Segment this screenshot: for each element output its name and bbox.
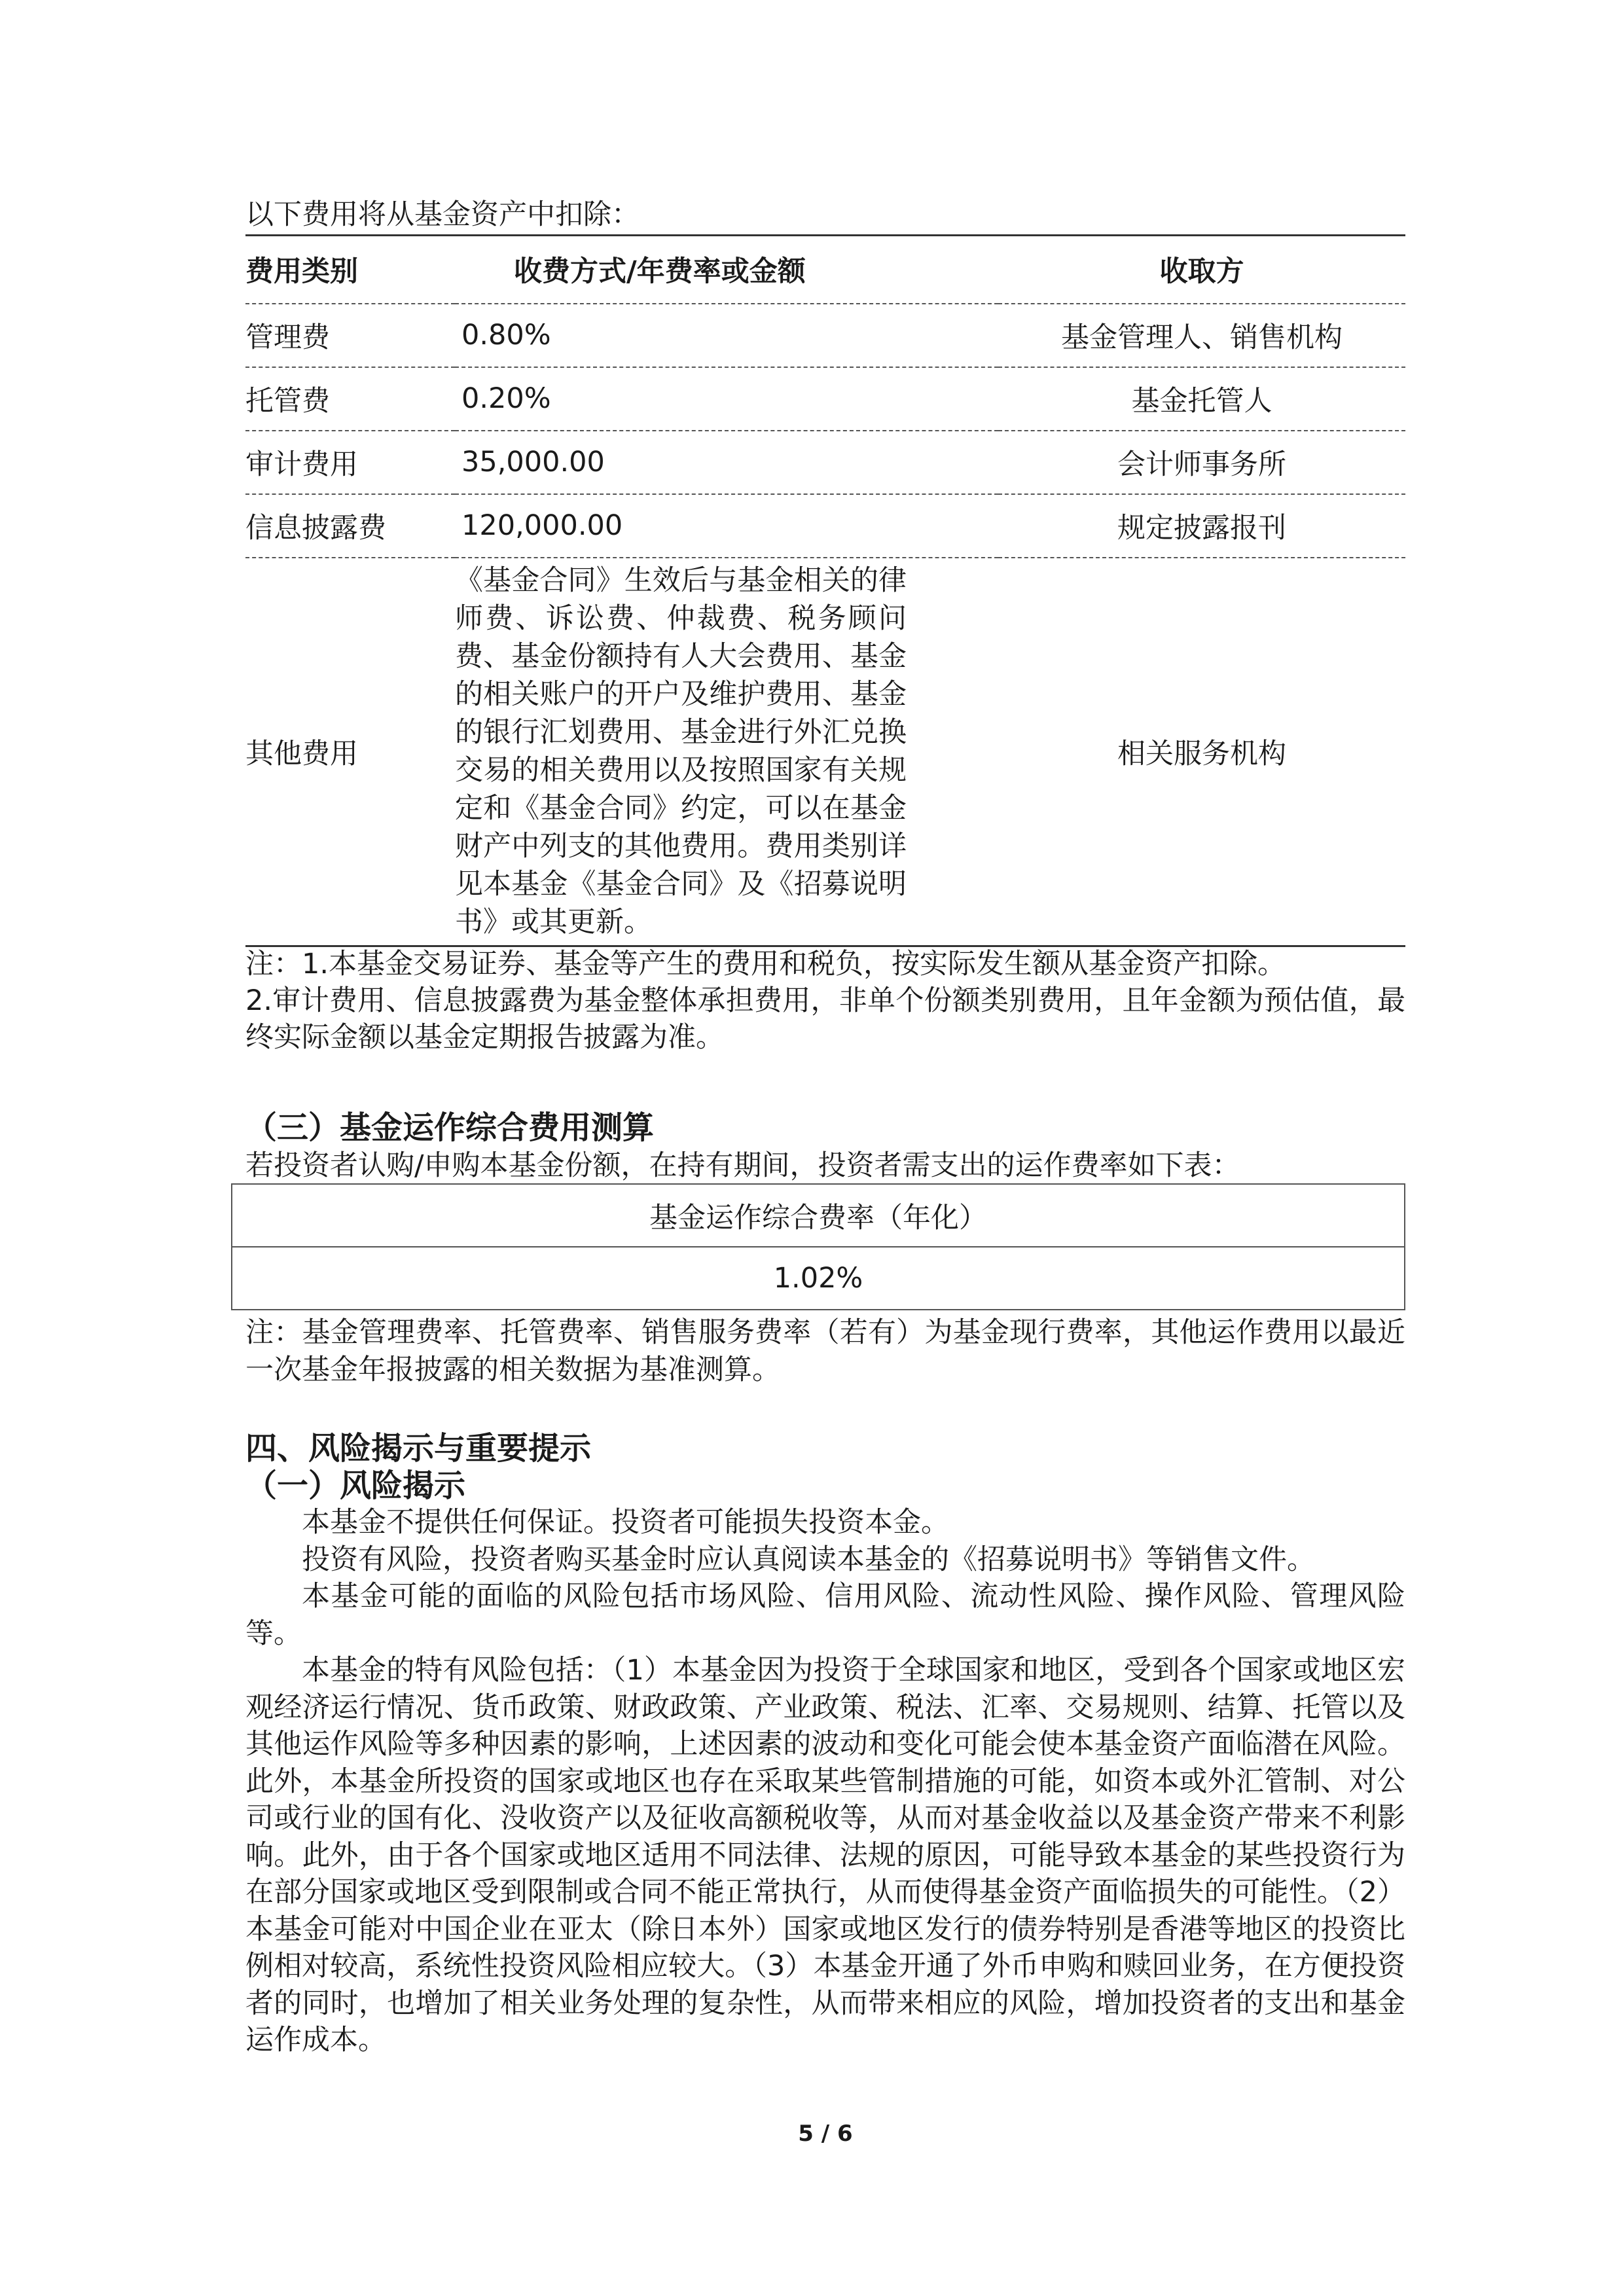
fee-category: 托管费 [245,384,330,418]
fee-rate: 0.20% [461,382,551,415]
fee-intro: 以下费用将从基金资产中扣除： [245,198,640,231]
risk-section [245,1504,1405,2059]
cost-table [231,1183,1405,1310]
table-row [245,304,1405,367]
fee-category: 信息披露费 [245,511,386,545]
risk-paragraph: 投资有风险，投资者购买基金时应认真阅读本基金的《招募说明书》等销售文件。 [302,1543,1315,1576]
fee-payee: 规定披露报刊 [1117,511,1286,545]
fee-rate: 《基金合同》生效后与基金相关的律师费、诉讼费、仲裁费、税务顾问费、基金份额持有人大会费用、基金的相关账户的开户及维护费用、基金的银行汇划费用、基金进行外汇兑换交易的相关费用以及按照国家有关规定和《基金合同》约定，可以在基金财产中列支的其他费用。费用类别详见本基金《基金合同》及《招募说明书》或其更新。 [455,564,907,939]
fee-notes [245,946,1405,1056]
risk-paragraph: 本基金不提供任何保证。投资者可能损失投资本金。 [302,1506,949,1539]
fee-payee: 基金管理人、销售机构 [1061,321,1343,354]
fee-category: 管理费 [245,321,330,354]
document-page [245,0,1405,2296]
fee-table [245,234,1405,947]
fee-payee: 会计师事务所 [1117,448,1286,481]
cost-note [245,1314,1405,1389]
sub-heading: （一）风险揭示 [245,1467,466,1504]
fee-rate: 0.80% [461,319,551,351]
cost-note-text: 注：基金管理费率、托管费率、销售服务费率（若有）为基金现行费率，其他运作费用以最近一次基金年报披露的相关数据为基准测算。 [245,1316,1405,1386]
header-rate: 收费方式/年费率或金额 [514,255,806,289]
fee-payee: 基金托管人 [1131,384,1272,418]
fee-category: 其他费用 [245,737,358,770]
table-row [245,431,1405,494]
fee-table-header [245,236,1405,304]
risk-paragraph: 本基金的特有风险包括：（1）本基金因为投资于全球国家和地区，受到各个国家或地区宏观经济运行情况、货币政策、财政政策、产业政策、税法、汇率、交易规则、结算、托管以及其他运作风险等多种因素的影响，上述因素的波动和变化可能会使本基金资产面临潜在风险。此外，本基金所投资的国家或地区也存在采取某些管制措施的可能，如资本或外汇管制、对公司或行业的国有化、没收资产以及征收高额税收等，从而对基金收益以及基金资产带来不利影响。此外，由于各个国家或地区适用不同法律、法规的原因，可能导致本基金的某些投资行为在部分国家或地区受到限制或合同不能正常执行，从而使得基金资产面临损失的可能性。（2）本基金可能对中国企业在亚太（除日本外）国家或地区发行的债券特别是香港等地区的投资比例相对较高，系统性投资风险相应较大。（3）本基金开通了外币申购和赎回业务，在方便投资者的同时，也增加了相关业务处理的复杂性，从而带来相应的风险，增加投资者的支出和基金运作成本。 [245,1654,1405,2056]
table-row [245,558,1405,946]
fee-payee: 相关服务机构 [1117,737,1286,770]
cost-table-header: 基金运作综合费率（年化） [232,1184,1405,1247]
fee-category: 审计费用 [245,448,358,481]
fee-rate-cell [455,558,998,946]
header-payee: 收取方 [1159,255,1244,289]
section-heading: 四、风险揭示与重要提示 [245,1430,592,1467]
fee-note: 注：1.本基金交易证券、基金等产生的费用和税负，按实际发生额从基金资产扣除。 [245,948,1286,980]
section-heading: （三）基金运作综合费用测算 [245,1109,655,1146]
header-category: 费用类别 [245,255,358,289]
page-number: 5 / 6 [798,2121,853,2147]
fee-note: 2.审计费用、信息披露费为基金整体承担费用，非单个份额类别费用，且年金额为预估值，最终实际金额以基金定期报告披露为准。 [245,984,1405,1054]
fee-rate: 120,000.00 [461,509,623,542]
table-row [245,494,1405,558]
cost-table-value: 1.02% [232,1247,1405,1310]
table-row [245,367,1405,431]
risk-paragraph: 本基金可能的面临的风险包括市场风险、信用风险、流动性风险、操作风险、管理风险等。 [245,1580,1405,1650]
calc-intro: 若投资者认购/申购本基金份额，在持有期间，投资者需支出的运作费率如下表： [245,1149,1240,1182]
fee-rate: 35,000.00 [461,446,605,478]
